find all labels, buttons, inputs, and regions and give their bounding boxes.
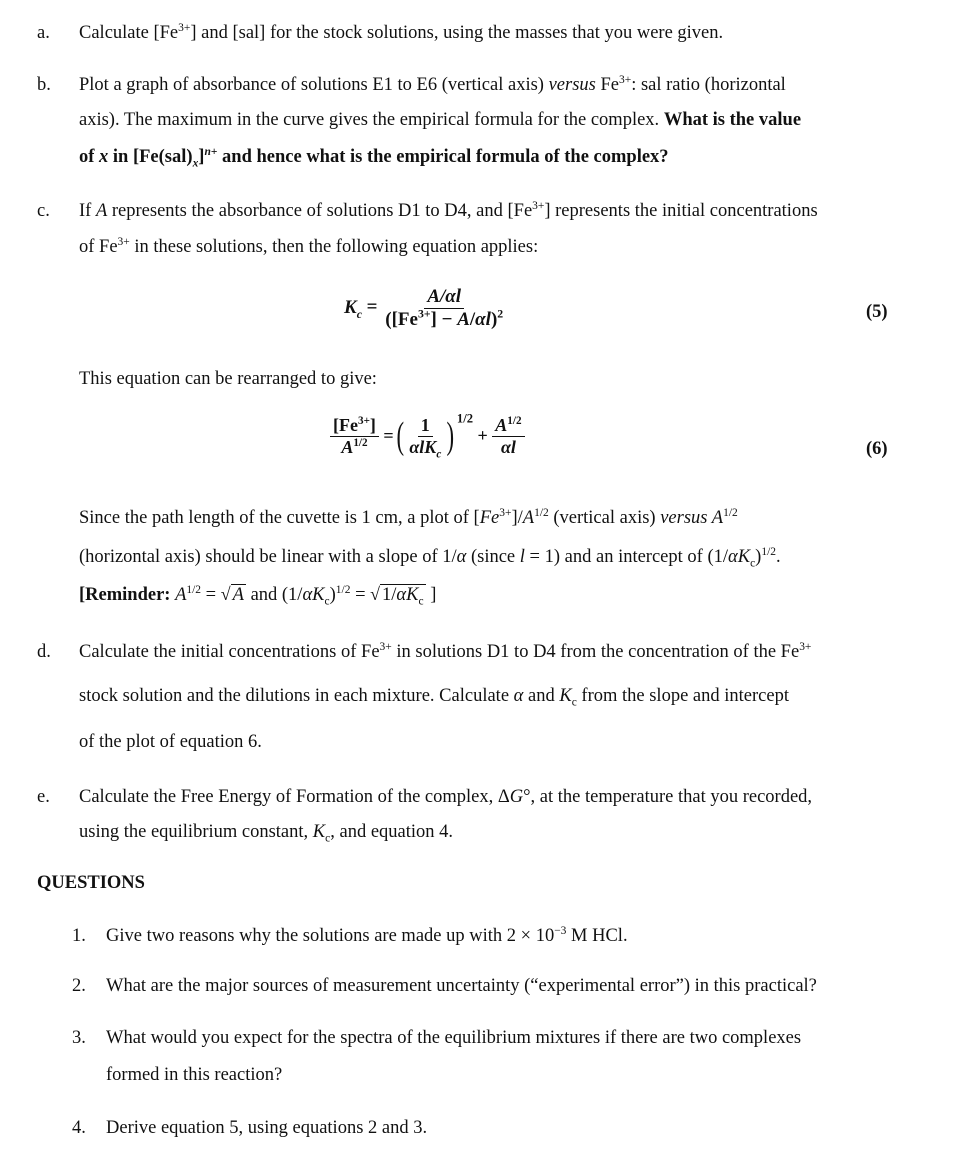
item-c-line1: If A represents the absorbance of solutions D1 to D4, and $[Fe^{3+}]$ represents the initial concentrations <box>79 199 818 221</box>
item-b-line2-plain: axis). The maximum in the curve gives the empirical formula for the complex. <box>79 110 660 130</box>
equation-6-number: (6) <box>866 439 888 459</box>
questions-heading: QUESTIONS <box>37 873 145 893</box>
item-c-rearranged: This equation can be rearranged to give: <box>79 369 377 389</box>
question-2-text: What are the major sources of measurement uncertainty (“experimental error”) in this practical? <box>106 976 817 996</box>
item-b-line3: of x in $[Fe(sal)_x]^{n+}$ and hence what is the empirical formula of the complex? <box>79 145 669 170</box>
question-3-text: What would you expect for the spectra of the equilibrium mixtures if there are two complexes <box>106 1028 802 1048</box>
question-3-number: 3. <box>72 1028 86 1048</box>
item-e-line2: using the equilibrium constant, $K_c$, and equation 4. <box>79 822 454 845</box>
item-b-line2-bold: What is the value <box>663 110 802 130</box>
item-b-line2 <box>79 109 801 131</box>
reminder-label: [Reminder: <box>79 585 171 605</box>
item-b-line1: Plot a graph of absorbance of solutions E1 to E6 (vertical axis) versus $Fe^{3+}$: sal ratio (horizontal <box>79 73 786 95</box>
item-a-label: a. <box>37 23 50 43</box>
item-d-line1: Calculate the initial concentrations of $Fe^{3+}$ in solutions D1 to D4 from the concentration of the $Fe^{3+}$ <box>79 640 812 662</box>
question-3-text-line2: formed in this reaction? <box>106 1065 283 1085</box>
item-e-label: e. <box>37 787 50 807</box>
question-2-number: 2. <box>72 976 86 996</box>
item-c-line2: of $Fe^{3+}$ in these solutions, then the following equation applies: <box>79 235 539 257</box>
question-4-number: 4. <box>72 1118 86 1138</box>
item-c-reminder: [Reminder: $A^{1/2}$ = √ A and $(1/\alpha K_c)^{1/2}$ = √ $1/\alpha K_c$ ] <box>79 583 437 608</box>
item-d-label: d. <box>37 642 51 662</box>
item-c-since-line1: Since the path length of the cuvette is 1 cm, a plot of $[Fe^{3+}]/A^{1/2}$ (vertical axis) versus $A^{1/2}$ <box>79 506 738 528</box>
equation-6: $\frac{[Fe^{3+}]}{A^{1/2}}$ =( $\frac{1}{\alpha lK_c}$ ) $^{1/2}$ + $\frac{A^{1/2}}{\alpha l}$ <box>330 415 525 457</box>
question-1-text: Give two reasons why the solutions are made up with $2 \times 10^{-3}$ M HCl. <box>106 924 628 946</box>
item-b-label: b. <box>37 75 51 95</box>
equation-5-number: (5) <box>866 302 888 322</box>
question-1-number: 1. <box>72 926 86 946</box>
item-c-label: c. <box>37 201 50 221</box>
item-e-line1: Calculate the Free Energy of Formation of the complex, ΔG°, at the temperature that you recorded, <box>79 787 813 807</box>
item-c-since-line2: (horizontal axis) should be linear with a slope of 1/α (since l = 1) and an intercept of $(1/\alpha K_c)^{1/2}$. <box>79 545 781 570</box>
item-a-line1: Calculate $[Fe^{3+}]$ and [sal] for the stock solutions, using the masses that you were given. <box>79 21 724 43</box>
equation-5: $K_c$ = $\frac{A/\alpha l}{([Fe^{3+}] - A/\alpha l)^2}$ <box>344 286 504 330</box>
question-4-text: Derive equation 5, using equations 2 and 3. <box>106 1118 428 1138</box>
item-d-line2: stock solution and the dilutions in each mixture. Calculate α and $K_c$ from the slope and intercept <box>79 686 789 709</box>
item-d-line3: of the plot of equation 6. <box>79 732 262 752</box>
